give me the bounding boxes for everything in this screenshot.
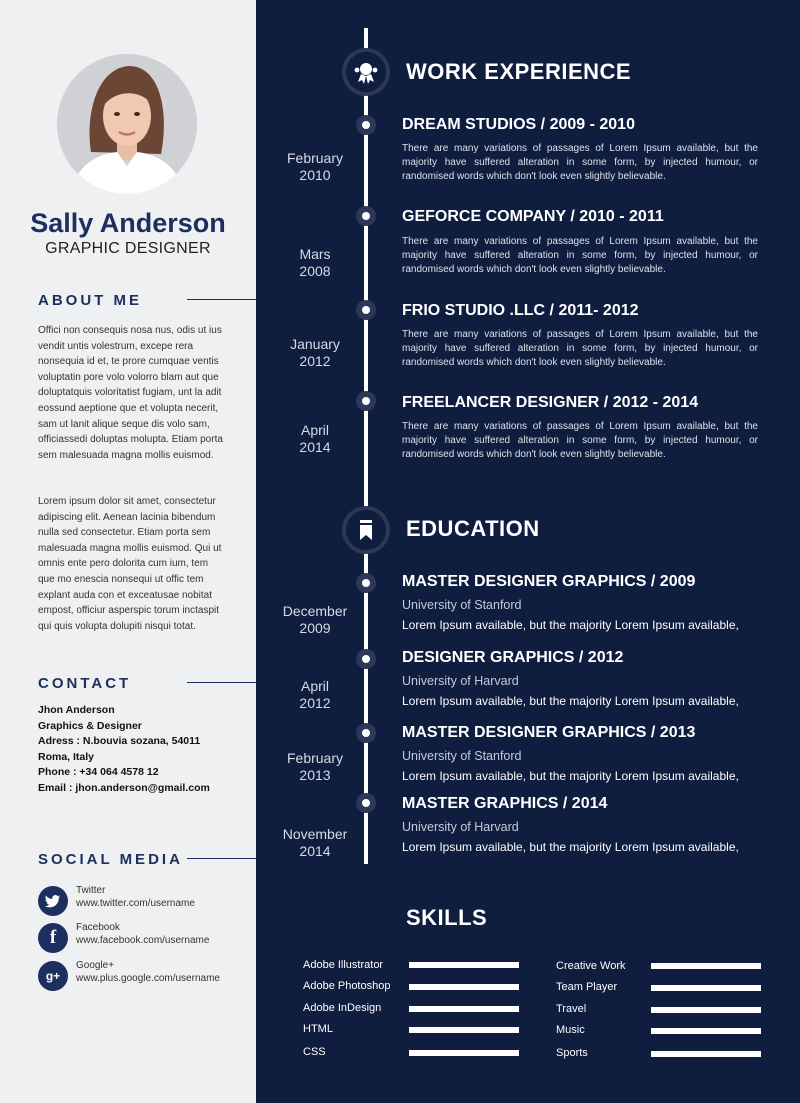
- social-url[interactable]: www.facebook.com/username: [76, 935, 210, 946]
- skill-label: Team Player: [556, 981, 618, 993]
- education-date: November 2014: [282, 826, 348, 859]
- bookmark-icon: [342, 506, 390, 554]
- social-label: Google+: [76, 960, 115, 971]
- person-name: Sally Anderson: [30, 208, 226, 238]
- skill-bar: [651, 1028, 761, 1034]
- contact-heading: CONTACT: [38, 675, 132, 692]
- skill-bar: [651, 1051, 761, 1057]
- education-description: Lorem Ipsum available, but the majority Lorem Ipsum available,: [402, 618, 739, 632]
- avatar: [57, 54, 197, 194]
- timeline-dot: [356, 300, 376, 320]
- google-plus-icon: g+: [38, 961, 68, 991]
- skill-bar: [651, 963, 761, 969]
- contact-email[interactable]: Email : jhon.anderson@gmail.com: [38, 781, 210, 794]
- education-description: Lorem Ipsum available, but the majority Lorem Ipsum available,: [402, 769, 739, 783]
- job-date: January 2012: [290, 336, 340, 369]
- contact-role: Graphics & Designer: [38, 719, 142, 732]
- timeline-dot: [356, 391, 376, 411]
- timeline-dot: [356, 723, 376, 743]
- education-date: February 2013: [286, 750, 344, 783]
- sidebar: [0, 0, 256, 1103]
- job-title: FREELANCER DESIGNER / 2012 - 2014: [402, 394, 699, 411]
- skill-bar: [409, 1027, 519, 1033]
- education-title: DESIGNER GRAPHICS / 2012: [402, 649, 624, 666]
- twitter-icon: [38, 886, 68, 916]
- job-date: February 2010: [286, 150, 344, 183]
- skill-bar: [409, 1006, 519, 1012]
- person-title: GRAPHIC DESIGNER: [45, 240, 211, 257]
- education-description: Lorem Ipsum available, but the majority Lorem Ipsum available,: [402, 840, 739, 854]
- work-heading: WORK EXPERIENCE: [406, 59, 632, 84]
- skill-label: Adobe Photoshop: [303, 980, 391, 992]
- contact-details: [38, 703, 248, 797]
- timeline-dot: [356, 793, 376, 813]
- skills-heading: SKILLS: [406, 905, 488, 930]
- skill-label: Music: [556, 1024, 585, 1036]
- job-description: There are many variations of passages of Lorem Ipsum available, but the majority have suffered alteration in some form, by injected humour, or randomised words which don't look even slightly believable.: [402, 236, 758, 275]
- about-divider: [187, 299, 256, 300]
- skill-bar: [651, 985, 761, 991]
- education-school: University of Harvard: [402, 820, 519, 834]
- social-item-twitter[interactable]: [38, 884, 248, 916]
- social-url[interactable]: www.twitter.com/username: [76, 898, 195, 909]
- social-url[interactable]: www.plus.google.com/username: [76, 973, 220, 984]
- education-school: University of Stanford: [402, 598, 522, 612]
- award-icon: [342, 48, 390, 96]
- skill-bar: [409, 962, 519, 968]
- skill-bar: [651, 1007, 761, 1013]
- contact-phone: Phone : +34 064 4578 12: [38, 766, 159, 779]
- skill-label: Adobe Illustrator: [303, 959, 384, 971]
- social-label: Twitter: [76, 885, 106, 896]
- job-description: There are many variations of passages of Lorem Ipsum available, but the majority have suffered alteration in some form, by injected humour, or randomised words which don't look even slightly believable.: [402, 143, 758, 182]
- education-date: December 2009: [282, 603, 348, 636]
- about-paragraph-2: Lorem ipsum dolor sit amet, consectetur adipiscing elit. Aenean lacinia bibendum nulla sed consectetur. Etiam porta sem malesuada magna mollis euismod. Qui ut omnis ente pero dolorita cum ium, tem que mo enescia nonsequi ut offic tem explant auda con et exceatusae nobitat empost, officiur asperspic torum inctaspit qui quis volupta dolupiti nisqui totat.: [38, 496, 222, 632]
- skill-bar: [409, 984, 519, 990]
- about-paragraph-1: Offici non consequis nosa nus, odis ut ius vendit untis volestrum, excepe rera nonsequia id et, te prore cumquae ventis voluptatin pore volo volorro blam aut que doluptatquis voloritatist fugiam, unt la adit eossund aeptione que et volupta necerit, sam ut lanit alique seque dis volo sam, officiassedi doluptas molupta. Etiam porta sem malesuada magna mollis euismod.: [38, 325, 223, 461]
- job-title: DREAM STUDIOS / 2009 - 2010: [402, 116, 635, 133]
- skill-label: Adobe InDesign: [303, 1002, 382, 1014]
- education-school: University of Harvard: [402, 674, 519, 688]
- education-title: MASTER DESIGNER GRAPHICS / 2009: [402, 573, 696, 590]
- contact-address: Adress : N.bouvia sozana, 54011: [38, 735, 201, 748]
- timeline-dot: [356, 115, 376, 135]
- job-description: There are many variations of passages of Lorem Ipsum available, but the majority have suffered alteration in some form, by injected humour, or randomised words which don't look even slightly believable.: [402, 329, 758, 368]
- facebook-icon: f: [38, 923, 68, 953]
- timeline-dot: [356, 206, 376, 226]
- education-description: Lorem Ipsum available, but the majority Lorem Ipsum available,: [402, 694, 739, 708]
- skill-label: Creative Work: [556, 960, 626, 972]
- skill-label: CSS: [303, 1046, 326, 1058]
- social-label: Facebook: [76, 922, 120, 933]
- contact-name: Jhon Anderson: [38, 704, 115, 716]
- timeline-dot: [356, 573, 376, 593]
- education-heading: EDUCATION: [406, 516, 540, 541]
- contact-city: Roma, Italy: [38, 750, 95, 763]
- social-item-facebook[interactable]: [38, 921, 248, 953]
- job-title: FRIO STUDIO .LLC / 2011- 2012: [402, 302, 639, 319]
- social-divider: [187, 858, 256, 859]
- timeline-dot: [356, 649, 376, 669]
- job-date: April 2014: [299, 422, 331, 455]
- skill-bar: [409, 1050, 519, 1056]
- education-school: University of Stanford: [402, 749, 522, 763]
- about-heading: ABOUT ME: [38, 292, 142, 309]
- education-title: MASTER DESIGNER GRAPHICS / 2013: [402, 724, 696, 741]
- social-item-google-plus[interactable]: [38, 959, 248, 991]
- skill-label: HTML: [303, 1023, 333, 1035]
- education-date: April 2012: [299, 678, 331, 711]
- job-date: Mars 2008: [299, 246, 331, 279]
- skill-label: Sports: [556, 1047, 588, 1059]
- skill-label: Travel: [556, 1003, 587, 1015]
- job-title: GEFORCE COMPANY / 2010 - 2011: [402, 208, 664, 225]
- social-heading: SOCIAL MEDIA: [38, 851, 183, 868]
- job-description: There are many variations of passages of Lorem Ipsum available, but the majority have suffered alteration in some form, by injected humour, or randomised words which don't look even slightly believable.: [402, 421, 758, 460]
- contact-divider: [187, 682, 256, 683]
- education-title: MASTER GRAPHICS / 2014: [402, 795, 608, 812]
